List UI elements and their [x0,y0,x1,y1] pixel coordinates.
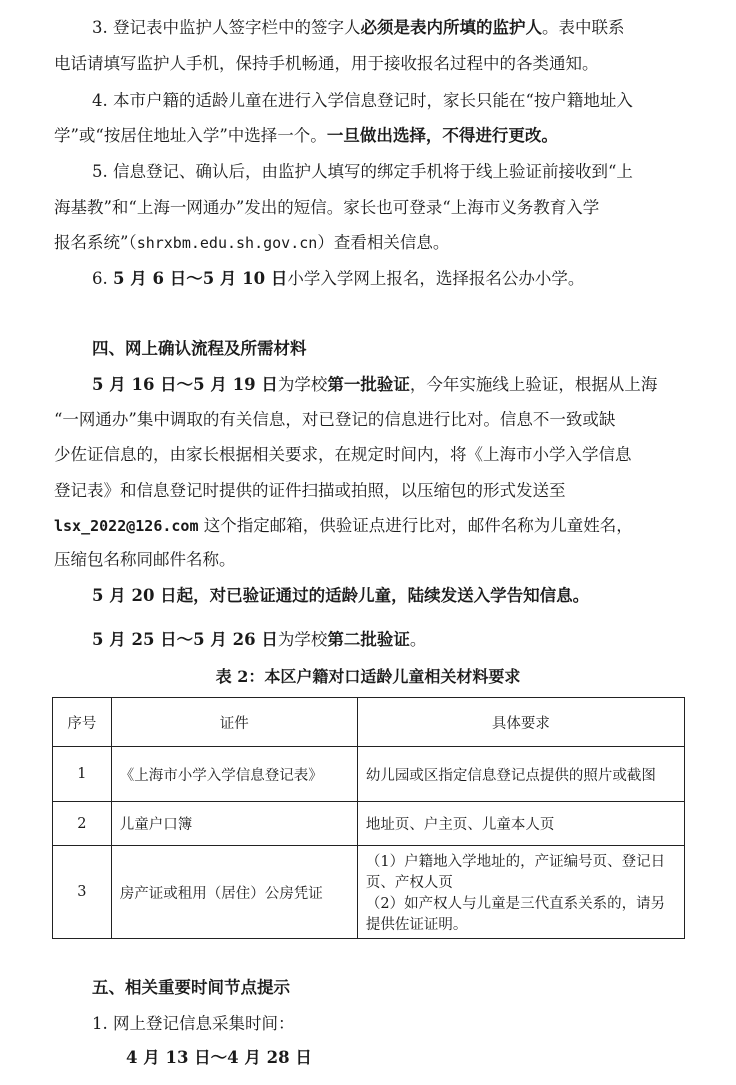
section-4-para-1-line-5: lsx_2022@126.com 这个指定邮箱，供验证点进行比对，邮件名称为儿童姓名， [54,516,633,535]
row-no: 3 [53,846,112,939]
system-url[interactable]: shrxbm.edu.sh.gov.cn [136,234,318,252]
row-requirement [357,846,684,939]
row-requirement: 地址页、户主页、儿童本人页 [357,802,684,846]
table-header-row [53,698,685,747]
requirement-item: （2）如产权人与儿童是三代直系关系的，请另提供佐证证明。 [365,896,666,933]
paragraph-5-line-2: 海基教”和“上海一网通办”发出的短信。家长也可登录“上海市义务教育入学 [54,198,600,217]
table-caption: 表 2：本区户籍对口适龄儿童相关材料要求 [215,667,521,686]
table-row [53,846,685,939]
section-4-para-1-line-4: 登记表》和信息登记时提供的证件扫描或拍照，以压缩包的形式发送至 [54,481,566,500]
section-4-para-1-line-2: “一网通办”集中调取的有关信息，对已登记的信息进行比对。信息不一致或缺 [54,410,616,429]
section-4-para-1-line-3: 少佐证信息的，由家长根据相关要求，在规定时间内，将《上海市小学入学信息 [54,445,632,464]
row-document: 儿童户口簿 [111,802,357,846]
section-4-para-1-line-1: 5 月 16 日～5 月 19 日为学校第一批验证，今年实施线上验证，根据从上海 [92,375,658,394]
paragraph-5-line-3: 报名系统”（shrxbm.edu.sh.gov.cn）查看相关信息。 [54,233,450,252]
table-row [53,802,685,846]
materials-table [52,697,685,939]
header-document: 证件 [111,698,357,747]
paragraph-5-line-1: 5. 信息登记、确认后，由监护人填写的绑定手机将于线上验证前接收到“上 [92,162,633,181]
row-document: 房产证或租用（居住）公房凭证 [111,846,357,939]
section-4-para-3: 5 月 25 日～5 月 26 日为学校第二批验证。 [92,630,427,649]
section-4-para-2: 5 月 20 日起，对已验证通过的适龄儿童，陆续发送入学告知信息。 [92,586,590,605]
table-row [53,747,685,802]
header-no: 序号 [53,698,112,747]
section-4-para-1-line-6: 压缩包名称同邮件名称。 [54,550,236,569]
submission-email[interactable]: lsx_2022@126.com [54,517,199,535]
section-5-item-1-date: 4 月 13 日～4 月 28 日 [126,1048,312,1067]
row-no: 2 [53,802,112,846]
paragraph-4-line-1: 4. 本市户籍的适龄儿童在进行入学信息登记时，家长只能在“按户籍地址入 [92,91,633,110]
paragraph-6: 6. 5 月 6 日～5 月 10 日小学入学网上报名，选择报名公办小学。 [92,269,585,288]
header-requirement: 具体要求 [357,698,684,747]
row-no: 1 [53,747,112,802]
row-requirement: 幼儿园或区指定信息登记点提供的照片或截图 [357,747,684,802]
paragraph-4-line-2: 学”或“按居住地址入学”中选择一个。一旦做出选择，不得进行更改。 [54,126,558,145]
section-5-item-1: 1. 网上登记信息采集时间： [92,1014,295,1033]
paragraph-3-line-1: 3. 登记表中监护人签字栏中的签字人必须是表内所填的监护人。表中联系 [92,18,625,37]
section-5-title: 五、相关重要时间节点提示 [92,978,290,997]
requirement-item: （1）户籍地入学地址的，产证编号页、登记日页、产权人页 [365,854,666,891]
section-4-title: 四、网上确认流程及所需材料 [92,339,307,358]
row-document: 《上海市小学入学信息登记表》 [111,747,357,802]
paragraph-3-line-2: 电话请填写监护人手机，保持手机畅通，用于接收报名过程中的各类通知。 [54,54,599,73]
